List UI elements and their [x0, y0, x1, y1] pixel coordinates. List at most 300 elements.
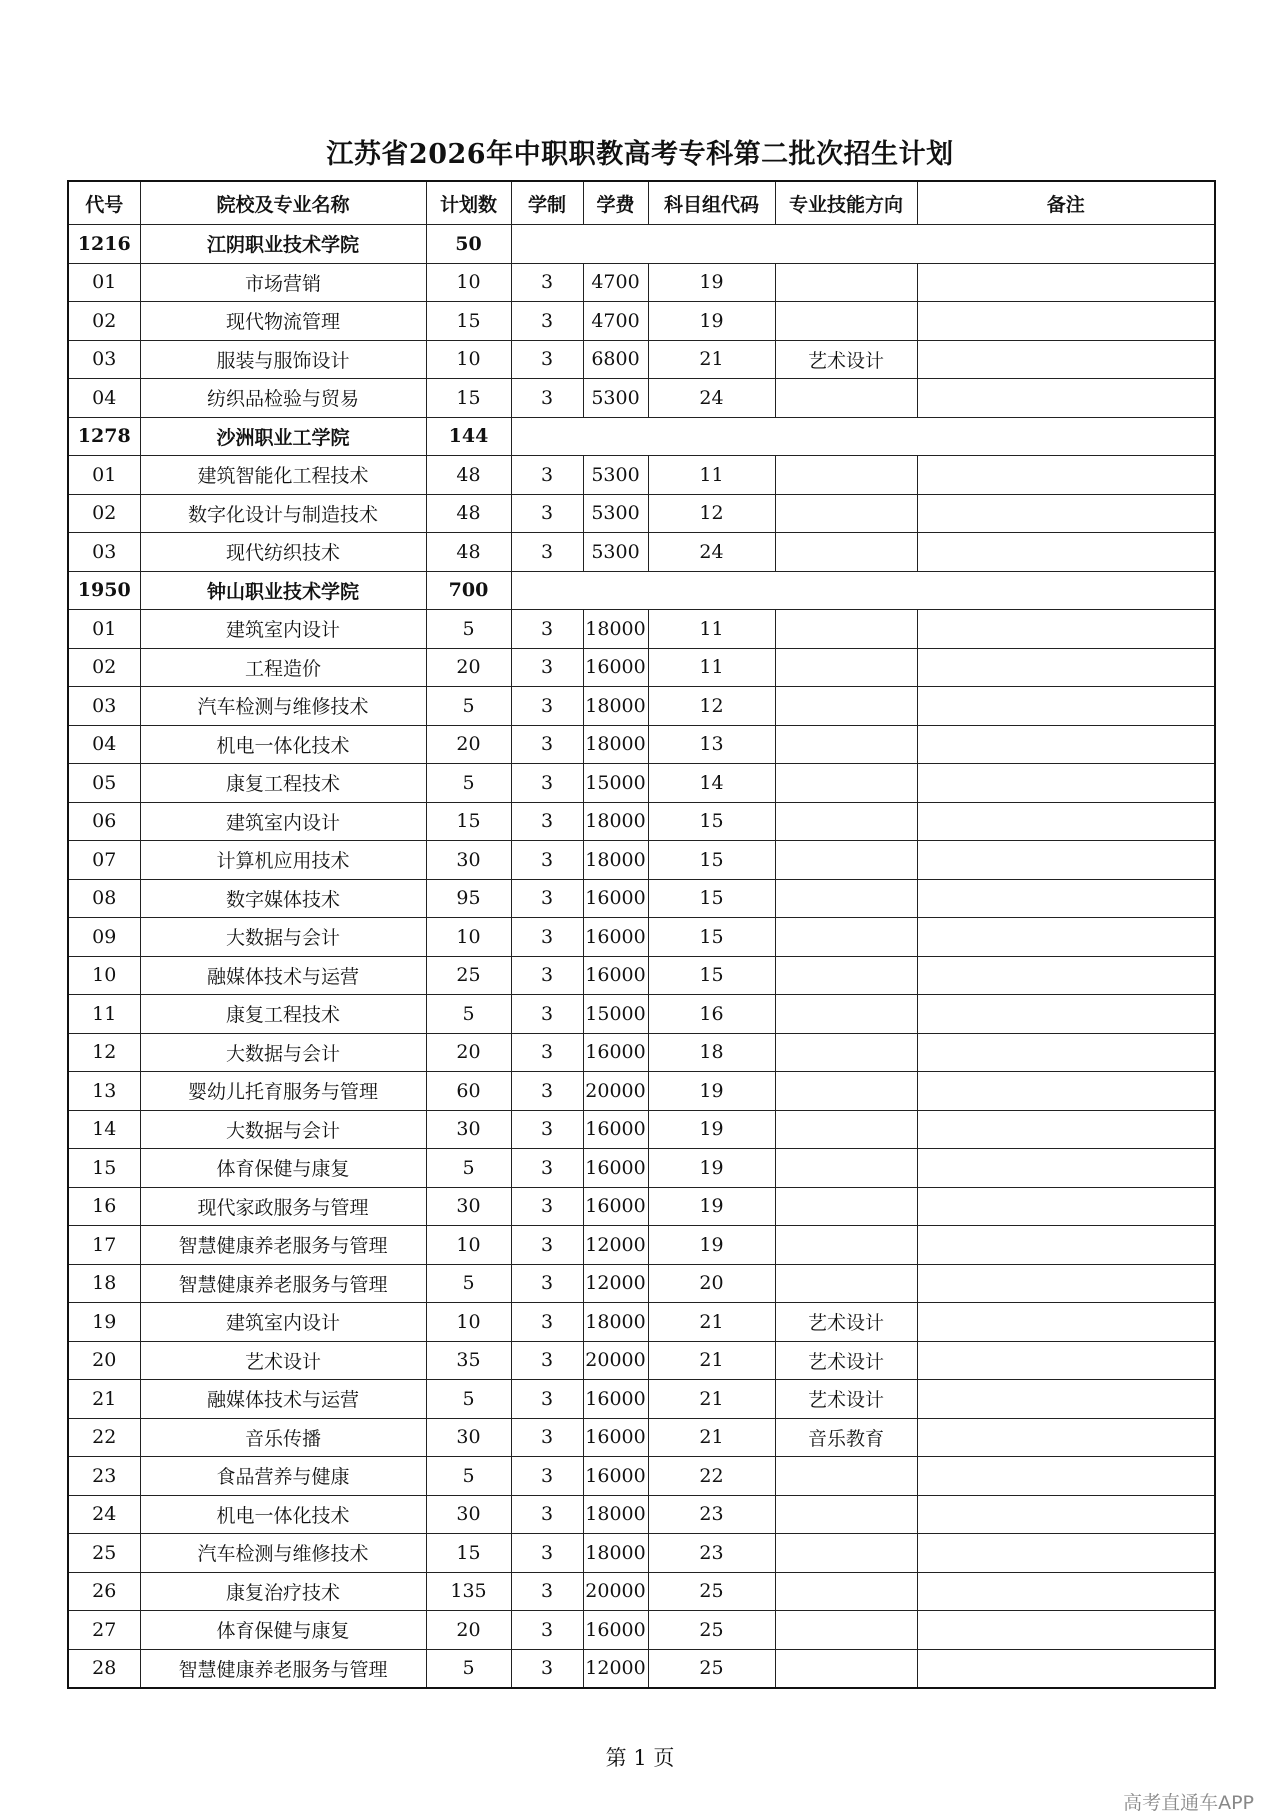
major-years: 3 [511, 841, 583, 880]
major-code: 03 [68, 340, 140, 379]
major-years: 3 [511, 764, 583, 803]
major-note [917, 841, 1215, 880]
table-row [68, 995, 1215, 1034]
major-name: 计算机应用技术 [140, 841, 426, 880]
major-code: 21 [68, 1380, 140, 1419]
major-code: 07 [68, 841, 140, 880]
major-fee: 16000 [583, 1149, 648, 1188]
table-row [68, 1149, 1215, 1188]
table-row [68, 1649, 1215, 1688]
major-group-code: 21 [648, 340, 775, 379]
major-name: 市场营销 [140, 263, 426, 302]
major-plan: 20 [426, 1611, 511, 1650]
major-note [917, 1303, 1215, 1342]
major-note [917, 379, 1215, 418]
major-name: 大数据与会计 [140, 1033, 426, 1072]
major-code: 09 [68, 918, 140, 957]
major-code: 08 [68, 879, 140, 918]
major-code: 11 [68, 995, 140, 1034]
major-note [917, 1226, 1215, 1265]
major-years: 3 [511, 725, 583, 764]
major-direction [775, 1264, 917, 1303]
header-plan: 计划数 [426, 181, 511, 225]
major-name: 现代家政服务与管理 [140, 1187, 426, 1226]
major-plan: 5 [426, 1457, 511, 1496]
major-group-code: 24 [648, 379, 775, 418]
major-direction: 艺术设计 [775, 1380, 917, 1419]
major-name: 大数据与会计 [140, 918, 426, 957]
major-fee: 20000 [583, 1072, 648, 1111]
major-note [917, 1187, 1215, 1226]
major-fee: 18000 [583, 1495, 648, 1534]
major-direction [775, 263, 917, 302]
major-plan: 5 [426, 610, 511, 649]
table-row [68, 648, 1215, 687]
major-note [917, 1495, 1215, 1534]
major-years: 3 [511, 1572, 583, 1611]
major-plan: 30 [426, 1418, 511, 1457]
major-years: 3 [511, 1149, 583, 1188]
table-row [68, 841, 1215, 880]
major-code: 24 [68, 1495, 140, 1534]
major-plan: 5 [426, 687, 511, 726]
table-row [68, 1226, 1215, 1265]
table-row [68, 379, 1215, 418]
major-code: 14 [68, 1110, 140, 1149]
major-group-code: 12 [648, 494, 775, 533]
major-direction [775, 764, 917, 803]
table-row [68, 1495, 1215, 1534]
major-years: 3 [511, 802, 583, 841]
major-fee: 18000 [583, 725, 648, 764]
school-row [68, 417, 1215, 456]
watermark: 高考直通车APP [1123, 1792, 1254, 1814]
major-name: 建筑室内设计 [140, 1303, 426, 1342]
major-code: 12 [68, 1033, 140, 1072]
major-plan: 5 [426, 1149, 511, 1188]
header-note: 备注 [917, 181, 1215, 225]
major-name: 智慧健康养老服务与管理 [140, 1649, 426, 1688]
major-fee: 18000 [583, 610, 648, 649]
major-group-code: 11 [648, 648, 775, 687]
major-years: 3 [511, 1534, 583, 1573]
major-name: 康复治疗技术 [140, 1572, 426, 1611]
major-direction [775, 648, 917, 687]
major-fee: 16000 [583, 879, 648, 918]
major-code: 20 [68, 1341, 140, 1380]
major-fee: 5300 [583, 456, 648, 495]
major-name: 数字化设计与制造技术 [140, 494, 426, 533]
major-code: 17 [68, 1226, 140, 1265]
major-years: 3 [511, 610, 583, 649]
major-plan: 48 [426, 456, 511, 495]
major-code: 06 [68, 802, 140, 841]
major-note [917, 918, 1215, 957]
major-plan: 35 [426, 1341, 511, 1380]
school-code: 1950 [68, 571, 140, 610]
major-name: 建筑室内设计 [140, 802, 426, 841]
major-direction: 艺术设计 [775, 1303, 917, 1342]
major-direction [775, 802, 917, 841]
major-note [917, 456, 1215, 495]
major-group-code: 12 [648, 687, 775, 726]
table-header-row [68, 181, 1215, 225]
major-name: 智慧健康养老服务与管理 [140, 1226, 426, 1265]
major-direction [775, 879, 917, 918]
school-name: 钟山职业技术学院 [140, 571, 426, 610]
major-name: 融媒体技术与运营 [140, 956, 426, 995]
major-fee: 16000 [583, 1110, 648, 1149]
major-group-code: 19 [648, 1187, 775, 1226]
major-plan: 10 [426, 340, 511, 379]
major-fee: 18000 [583, 841, 648, 880]
major-direction [775, 1534, 917, 1573]
major-group-code: 15 [648, 956, 775, 995]
table-row [68, 1534, 1215, 1573]
header-direction: 专业技能方向 [775, 181, 917, 225]
major-note [917, 494, 1215, 533]
major-code: 28 [68, 1649, 140, 1688]
major-code: 01 [68, 263, 140, 302]
major-plan: 10 [426, 1226, 511, 1265]
major-fee: 18000 [583, 1303, 648, 1342]
major-direction [775, 841, 917, 880]
major-plan: 30 [426, 841, 511, 880]
major-name: 现代纺织技术 [140, 533, 426, 572]
major-years: 3 [511, 340, 583, 379]
major-group-code: 19 [648, 1072, 775, 1111]
table-row [68, 764, 1215, 803]
school-plan-total: 50 [426, 225, 511, 264]
major-direction [775, 1649, 917, 1688]
major-direction [775, 956, 917, 995]
major-note [917, 725, 1215, 764]
major-plan: 25 [426, 956, 511, 995]
major-group-code: 25 [648, 1611, 775, 1650]
major-name: 融媒体技术与运营 [140, 1380, 426, 1419]
major-note [917, 1457, 1215, 1496]
header-name: 院校及专业名称 [140, 181, 426, 225]
major-plan: 15 [426, 1534, 511, 1573]
major-years: 3 [511, 533, 583, 572]
major-name: 现代物流管理 [140, 302, 426, 341]
major-fee: 16000 [583, 648, 648, 687]
major-fee: 6800 [583, 340, 648, 379]
major-plan: 5 [426, 764, 511, 803]
major-code: 04 [68, 725, 140, 764]
major-direction [775, 1187, 917, 1226]
major-note [917, 995, 1215, 1034]
major-fee: 16000 [583, 956, 648, 995]
major-plan: 5 [426, 1649, 511, 1688]
major-direction [775, 1149, 917, 1188]
table-row [68, 610, 1215, 649]
school-name: 沙洲职业工学院 [140, 417, 426, 456]
major-note [917, 1534, 1215, 1573]
major-plan: 15 [426, 379, 511, 418]
table-row [68, 956, 1215, 995]
major-name: 数字媒体技术 [140, 879, 426, 918]
major-note [917, 956, 1215, 995]
major-plan: 10 [426, 1303, 511, 1342]
major-note [917, 1572, 1215, 1611]
major-note [917, 263, 1215, 302]
major-plan: 5 [426, 1380, 511, 1419]
major-code: 01 [68, 610, 140, 649]
major-direction [775, 456, 917, 495]
major-years: 3 [511, 1457, 583, 1496]
school-row-blank [511, 571, 1215, 610]
major-name: 汽车检测与维修技术 [140, 1534, 426, 1573]
major-years: 3 [511, 494, 583, 533]
page-number: 第 1 页 [605, 1746, 675, 1770]
major-group-code: 21 [648, 1380, 775, 1419]
major-note [917, 1611, 1215, 1650]
major-years: 3 [511, 1303, 583, 1342]
table-row [68, 1033, 1215, 1072]
table-row [68, 687, 1215, 726]
school-row-blank [511, 225, 1215, 264]
major-name: 体育保健与康复 [140, 1611, 426, 1650]
major-direction [775, 1072, 917, 1111]
major-plan: 10 [426, 263, 511, 302]
major-group-code: 19 [648, 1149, 775, 1188]
major-group-code: 22 [648, 1457, 775, 1496]
major-group-code: 24 [648, 533, 775, 572]
major-note [917, 687, 1215, 726]
school-code: 1216 [68, 225, 140, 264]
major-plan: 30 [426, 1110, 511, 1149]
table-row [68, 533, 1215, 572]
school-plan-total: 700 [426, 571, 511, 610]
major-years: 3 [511, 1649, 583, 1688]
table-row [68, 1303, 1215, 1342]
major-direction [775, 725, 917, 764]
major-years: 3 [511, 687, 583, 726]
table-row [68, 1611, 1215, 1650]
major-group-code: 15 [648, 918, 775, 957]
table-row [68, 879, 1215, 918]
table-row [68, 340, 1215, 379]
major-plan: 30 [426, 1187, 511, 1226]
table-row [68, 1187, 1215, 1226]
major-note [917, 1649, 1215, 1688]
table-row [68, 1418, 1215, 1457]
major-fee: 15000 [583, 764, 648, 803]
major-years: 3 [511, 648, 583, 687]
table-row [68, 1380, 1215, 1419]
major-years: 3 [511, 918, 583, 957]
major-code: 05 [68, 764, 140, 803]
school-row-blank [511, 417, 1215, 456]
major-group-code: 25 [648, 1649, 775, 1688]
major-fee: 16000 [583, 1457, 648, 1496]
major-direction [775, 1495, 917, 1534]
major-direction: 艺术设计 [775, 340, 917, 379]
major-direction [775, 1457, 917, 1496]
major-code: 27 [68, 1611, 140, 1650]
major-years: 3 [511, 879, 583, 918]
major-direction [775, 1226, 917, 1265]
major-group-code: 19 [648, 263, 775, 302]
major-group-code: 20 [648, 1264, 775, 1303]
major-direction [775, 918, 917, 957]
major-name: 艺术设计 [140, 1341, 426, 1380]
major-name: 康复工程技术 [140, 995, 426, 1034]
major-group-code: 18 [648, 1033, 775, 1072]
major-years: 3 [511, 1418, 583, 1457]
major-years: 3 [511, 995, 583, 1034]
major-code: 23 [68, 1457, 140, 1496]
major-years: 3 [511, 263, 583, 302]
major-plan: 5 [426, 995, 511, 1034]
major-code: 19 [68, 1303, 140, 1342]
major-group-code: 23 [648, 1495, 775, 1534]
major-note [917, 610, 1215, 649]
major-code: 10 [68, 956, 140, 995]
major-plan: 5 [426, 1264, 511, 1303]
major-plan: 60 [426, 1072, 511, 1111]
table-row [68, 1572, 1215, 1611]
major-code: 03 [68, 533, 140, 572]
major-code: 03 [68, 687, 140, 726]
major-direction [775, 995, 917, 1034]
major-fee: 18000 [583, 1534, 648, 1573]
table-row [68, 1110, 1215, 1149]
major-fee: 12000 [583, 1226, 648, 1265]
major-group-code: 21 [648, 1341, 775, 1380]
major-direction: 艺术设计 [775, 1341, 917, 1380]
major-name: 汽车检测与维修技术 [140, 687, 426, 726]
major-group-code: 19 [648, 1226, 775, 1265]
enrollment-plan-table [67, 180, 1216, 1689]
major-note [917, 1072, 1215, 1111]
major-direction [775, 610, 917, 649]
major-name: 智慧健康养老服务与管理 [140, 1264, 426, 1303]
school-row [68, 571, 1215, 610]
major-plan: 20 [426, 648, 511, 687]
major-fee: 4700 [583, 263, 648, 302]
major-fee: 15000 [583, 995, 648, 1034]
major-group-code: 19 [648, 302, 775, 341]
major-fee: 18000 [583, 687, 648, 726]
table-row [68, 1072, 1215, 1111]
major-name: 建筑室内设计 [140, 610, 426, 649]
major-years: 3 [511, 956, 583, 995]
table-row [68, 802, 1215, 841]
document-title: 江苏省2026年中职职教高考专科第二批次招生计划 [326, 139, 954, 170]
major-name: 体育保健与康复 [140, 1149, 426, 1188]
major-code: 01 [68, 456, 140, 495]
major-code: 02 [68, 648, 140, 687]
header-group: 科目组代码 [648, 181, 775, 225]
major-direction [775, 302, 917, 341]
major-fee: 16000 [583, 918, 648, 957]
school-name: 江阴职业技术学院 [140, 225, 426, 264]
major-fee: 5300 [583, 494, 648, 533]
major-code: 22 [68, 1418, 140, 1457]
major-fee: 5300 [583, 533, 648, 572]
major-direction [775, 1611, 917, 1650]
table-body [68, 225, 1215, 1689]
major-group-code: 16 [648, 995, 775, 1034]
major-code: 15 [68, 1149, 140, 1188]
major-years: 3 [511, 1226, 583, 1265]
major-code: 26 [68, 1572, 140, 1611]
major-group-code: 11 [648, 610, 775, 649]
major-note [917, 1380, 1215, 1419]
major-group-code: 23 [648, 1534, 775, 1573]
major-code: 18 [68, 1264, 140, 1303]
major-note [917, 1033, 1215, 1072]
major-fee: 16000 [583, 1380, 648, 1419]
major-fee: 16000 [583, 1033, 648, 1072]
major-note [917, 1149, 1215, 1188]
major-name: 大数据与会计 [140, 1110, 426, 1149]
major-name: 服装与服饰设计 [140, 340, 426, 379]
school-code: 1278 [68, 417, 140, 456]
major-note [917, 802, 1215, 841]
major-years: 3 [511, 1380, 583, 1419]
major-name: 食品营养与健康 [140, 1457, 426, 1496]
school-plan-total: 144 [426, 417, 511, 456]
major-years: 3 [511, 1341, 583, 1380]
school-row [68, 225, 1215, 264]
table-row [68, 1264, 1215, 1303]
major-name: 工程造价 [140, 648, 426, 687]
major-years: 3 [511, 1187, 583, 1226]
major-name: 机电一体化技术 [140, 725, 426, 764]
major-plan: 15 [426, 802, 511, 841]
major-name: 婴幼儿托育服务与管理 [140, 1072, 426, 1111]
major-note [917, 1264, 1215, 1303]
major-fee: 16000 [583, 1187, 648, 1226]
major-plan: 20 [426, 725, 511, 764]
major-note [917, 879, 1215, 918]
major-fee: 16000 [583, 1418, 648, 1457]
header-years: 学制 [511, 181, 583, 225]
major-years: 3 [511, 456, 583, 495]
major-plan: 48 [426, 494, 511, 533]
major-group-code: 15 [648, 879, 775, 918]
major-group-code: 25 [648, 1572, 775, 1611]
major-plan: 15 [426, 302, 511, 341]
major-note [917, 1341, 1215, 1380]
major-direction [775, 379, 917, 418]
major-code: 16 [68, 1187, 140, 1226]
table-row [68, 263, 1215, 302]
major-fee: 16000 [583, 1611, 648, 1650]
major-note [917, 1418, 1215, 1457]
major-plan: 20 [426, 1033, 511, 1072]
major-code: 02 [68, 494, 140, 533]
major-fee: 18000 [583, 802, 648, 841]
major-fee: 20000 [583, 1341, 648, 1380]
major-plan: 30 [426, 1495, 511, 1534]
major-fee: 5300 [583, 379, 648, 418]
major-years: 3 [511, 1264, 583, 1303]
major-direction [775, 533, 917, 572]
table-row [68, 725, 1215, 764]
major-fee: 12000 [583, 1264, 648, 1303]
major-group-code: 11 [648, 456, 775, 495]
table-row [68, 918, 1215, 957]
major-note [917, 648, 1215, 687]
major-name: 机电一体化技术 [140, 1495, 426, 1534]
major-note [917, 340, 1215, 379]
major-direction [775, 1572, 917, 1611]
major-note [917, 302, 1215, 341]
